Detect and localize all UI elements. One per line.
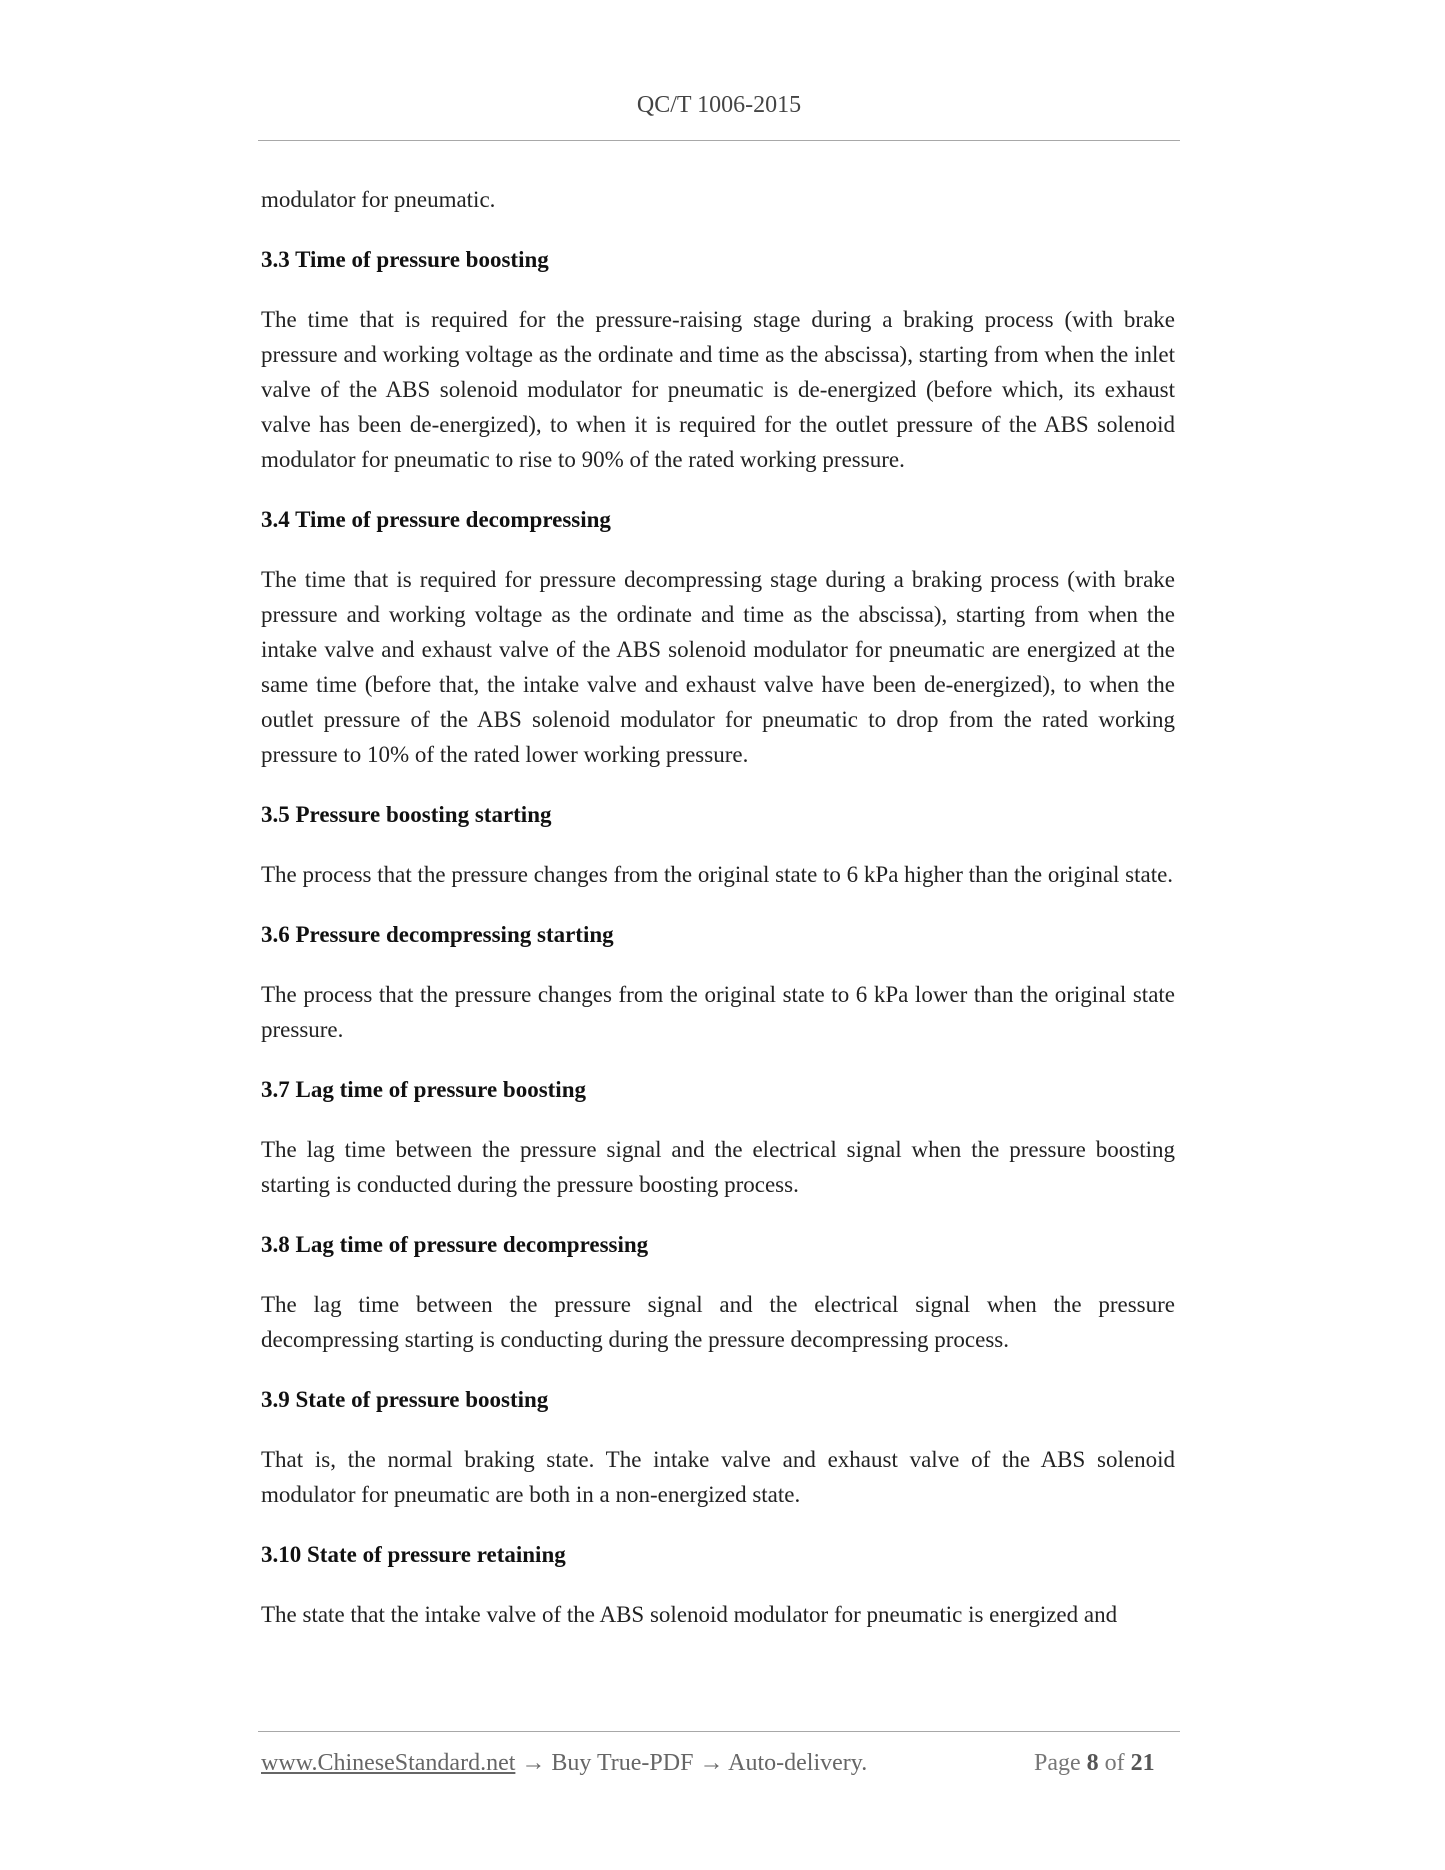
header-divider <box>258 140 1180 141</box>
section-3-10-body: The state that the intake valve of the ABS solenoid modulator for pneumatic is energized and <box>261 1602 1118 1627</box>
section-3-3-title: 3.3 Time of pressure boosting <box>261 247 549 272</box>
footer-divider <box>258 1731 1180 1732</box>
section-3-4-title: 3.4 Time of pressure decompressing <box>261 507 611 532</box>
page-total: 21 <box>1130 1750 1155 1776</box>
footer-promo <box>261 1750 867 1777</box>
section-3-9-body: That is, the normal braking state. The intake valve and exhaust valve of the ABS solenoid modulator for pneumatic are both in a non-energized state. <box>261 1447 1175 1507</box>
section-3-9-title: 3.9 State of pressure boosting <box>261 1387 549 1412</box>
page-number: 8 <box>1086 1750 1099 1776</box>
arrow-right-icon: → <box>521 1750 546 1776</box>
section-3-3-body: The time that is required for the pressure-raising stage during a braking process (with brake pressure and working voltage as the ordinate and time as the abscissa), starting from when the inlet valve of the ABS solenoid modulator for pneumatic is de-energized (before which, its exhaust valve has been de-energized), to when it is required for the outlet pressure of the ABS solenoid modulator for pneumatic to rise to 90% of the rated working pressure. <box>261 307 1175 472</box>
buy-pdf-text: Buy True-PDF <box>551 1750 694 1776</box>
section-3-8-body: The lag time between the pressure signal and the electrical signal when the pressure decompressing starting is conducting during the pressure decompressing process. <box>261 1292 1175 1352</box>
section-3-6-title: 3.6 Pressure decompressing starting <box>261 922 614 947</box>
document-body <box>261 182 1175 1657</box>
page-label: Page <box>1034 1750 1081 1776</box>
page-header: QC/T 1006-2015 <box>636 92 802 118</box>
continued-text: modulator for pneumatic. <box>261 187 496 212</box>
section-3-8-title: 3.8 Lag time of pressure decompressing <box>261 1232 649 1257</box>
page-indicator <box>1034 1750 1155 1777</box>
website-link[interactable]: www.ChineseStandard.net <box>261 1750 516 1776</box>
section-3-5-title: 3.5 Pressure boosting starting <box>261 802 552 827</box>
arrow-right-icon: → <box>699 1750 724 1776</box>
section-3-10-title: 3.10 State of pressure retaining <box>261 1542 566 1567</box>
section-3-7-title: 3.7 Lag time of pressure boosting <box>261 1077 586 1102</box>
of-label: of <box>1104 1750 1125 1776</box>
delivery-text: Auto-delivery. <box>728 1750 868 1776</box>
section-3-5-body: The process that the pressure changes from the original state to 6 kPa higher than the original state. <box>261 862 1174 887</box>
section-3-4-body: The time that is required for pressure decompressing stage during a braking process (with brake pressure and working voltage as the ordinate and time as the abscissa), starting from when the intake valve and exhaust valve of the ABS solenoid modulator for pneumatic are energized at the same time (before that, the intake valve and exhaust valve have been de-energized), to when the outlet pressure of the ABS solenoid modulator for pneumatic to drop from the rated working pressure to 10% of the rated lower working pressure. <box>261 567 1175 767</box>
section-3-6-body: The process that the pressure changes from the original state to 6 kPa lower than the original state pressure. <box>261 982 1175 1042</box>
section-3-7-body: The lag time between the pressure signal and the electrical signal when the pressure boosting starting is conducted during the pressure boosting process. <box>261 1137 1175 1197</box>
